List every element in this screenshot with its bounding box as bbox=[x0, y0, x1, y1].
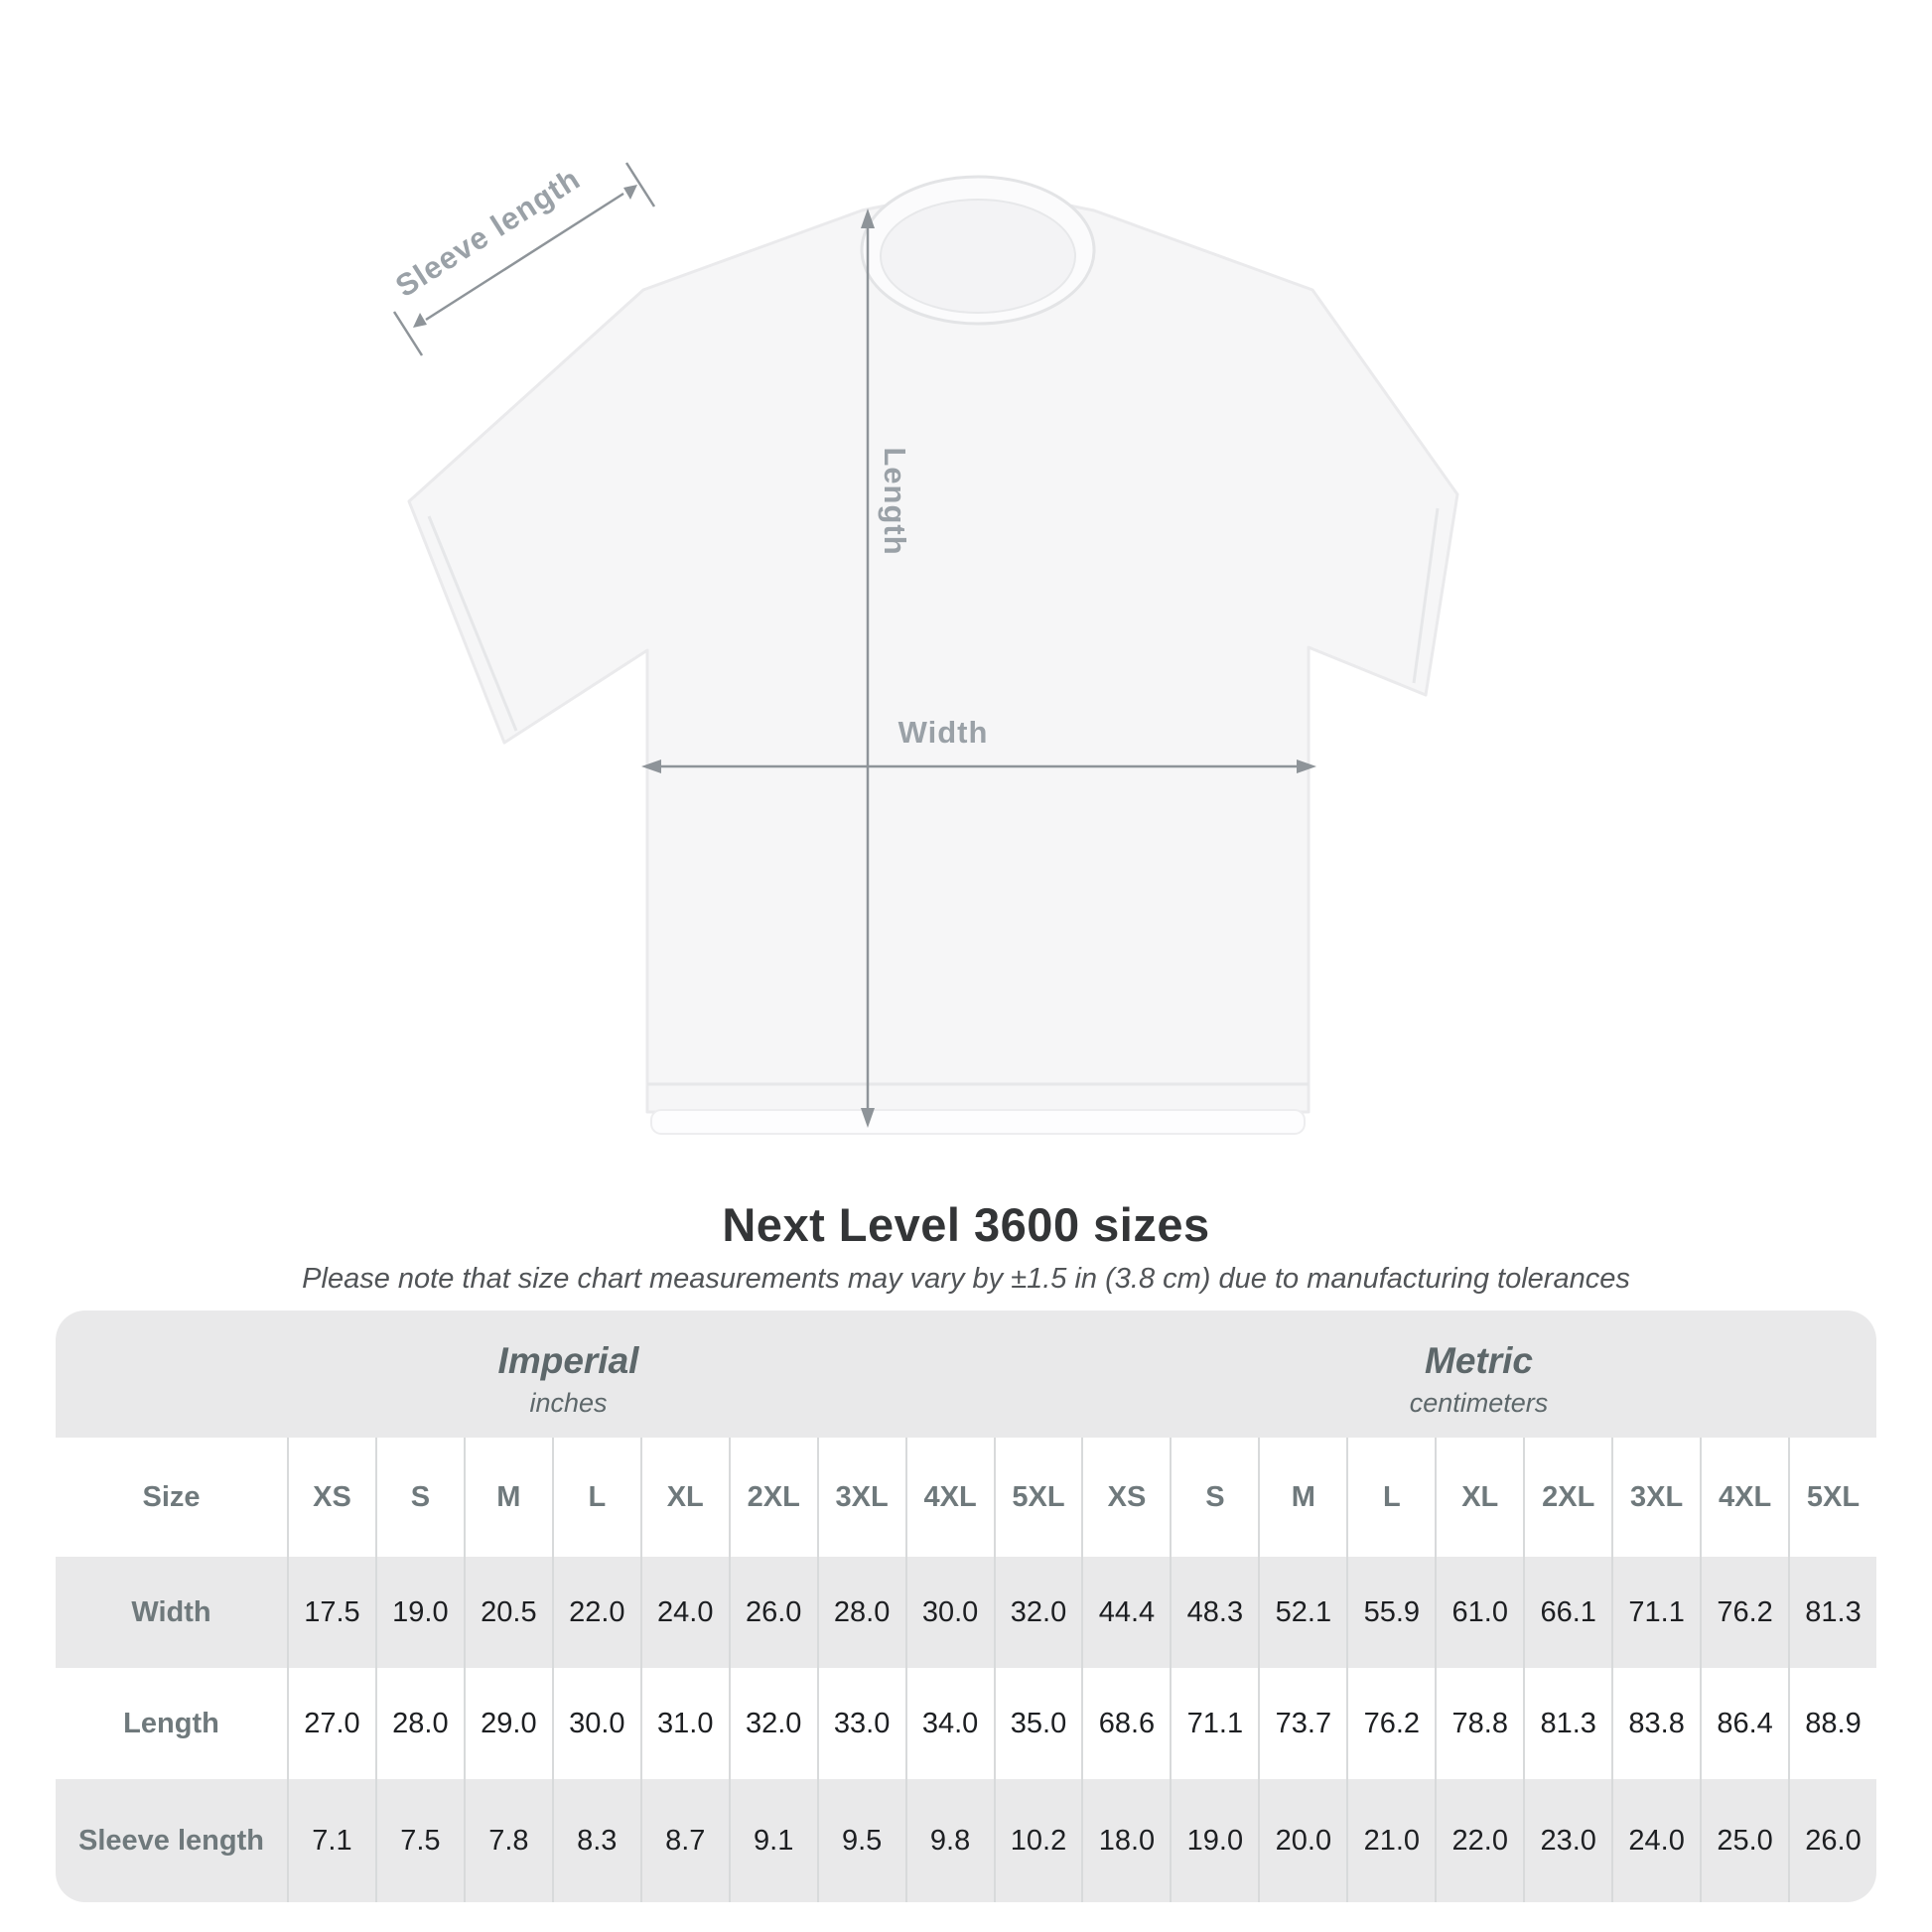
size-header-imperial-m: M bbox=[464, 1438, 552, 1557]
value-metric: 22.0 bbox=[1435, 1779, 1523, 1902]
value-imperial: 9.8 bbox=[905, 1779, 994, 1902]
value-imperial: 29.0 bbox=[464, 1668, 552, 1779]
size-header-imperial-2xl: 2XL bbox=[729, 1438, 817, 1557]
value-imperial: 28.0 bbox=[817, 1557, 905, 1668]
metric-group-header bbox=[1081, 1311, 1876, 1438]
size-header-metric-l: L bbox=[1346, 1438, 1435, 1557]
value-metric: 86.4 bbox=[1700, 1668, 1788, 1779]
value-metric: 76.2 bbox=[1346, 1668, 1435, 1779]
value-metric: 25.0 bbox=[1700, 1779, 1788, 1902]
size-header-metric-4xl: 4XL bbox=[1700, 1438, 1788, 1557]
value-metric: 18.0 bbox=[1081, 1779, 1170, 1902]
value-imperial: 9.5 bbox=[817, 1779, 905, 1902]
value-imperial: 34.0 bbox=[905, 1668, 994, 1779]
length-label: Length bbox=[877, 447, 912, 556]
value-metric: 26.0 bbox=[1788, 1779, 1876, 1902]
value-metric: 44.4 bbox=[1081, 1557, 1170, 1668]
size-header-metric-s: S bbox=[1170, 1438, 1258, 1557]
value-imperial: 26.0 bbox=[729, 1557, 817, 1668]
value-imperial: 10.2 bbox=[994, 1779, 1082, 1902]
value-imperial: 28.0 bbox=[375, 1668, 464, 1779]
page-title: Next Level 3600 sizes bbox=[722, 1198, 1210, 1251]
size-header-imperial-4xl: 4XL bbox=[905, 1438, 994, 1557]
value-imperial: 30.0 bbox=[552, 1668, 640, 1779]
value-imperial: 20.5 bbox=[464, 1557, 552, 1668]
value-metric: 68.6 bbox=[1081, 1668, 1170, 1779]
size-header-imperial-5xl: 5XL bbox=[994, 1438, 1082, 1557]
value-imperial: 30.0 bbox=[905, 1557, 994, 1668]
value-imperial: 19.0 bbox=[375, 1557, 464, 1668]
size-header-metric-xs: XS bbox=[1081, 1438, 1170, 1557]
value-imperial: 32.0 bbox=[994, 1557, 1082, 1668]
value-imperial: 33.0 bbox=[817, 1668, 905, 1779]
size-header-metric-5xl: 5XL bbox=[1788, 1438, 1876, 1557]
value-imperial: 7.5 bbox=[375, 1779, 464, 1902]
value-imperial: 31.0 bbox=[640, 1668, 729, 1779]
value-imperial: 9.1 bbox=[729, 1779, 817, 1902]
table-row-length bbox=[56, 1668, 1876, 1779]
value-metric: 66.1 bbox=[1523, 1557, 1611, 1668]
table-row-width bbox=[56, 1557, 1876, 1668]
metric-group-unit: centimeters bbox=[1409, 1387, 1549, 1418]
value-metric: 23.0 bbox=[1523, 1779, 1611, 1902]
value-imperial: 17.5 bbox=[287, 1557, 375, 1668]
size-grid bbox=[56, 1438, 1876, 1902]
value-imperial: 22.0 bbox=[552, 1557, 640, 1668]
value-metric: 55.9 bbox=[1346, 1557, 1435, 1668]
value-metric: 20.0 bbox=[1258, 1779, 1346, 1902]
value-imperial: 8.7 bbox=[640, 1779, 729, 1902]
size-header-imperial-3xl: 3XL bbox=[817, 1438, 905, 1557]
size-header-metric-3xl: 3XL bbox=[1611, 1438, 1700, 1557]
value-metric: 83.8 bbox=[1611, 1668, 1700, 1779]
size-column-header: Size bbox=[142, 1480, 201, 1513]
value-metric: 88.9 bbox=[1788, 1668, 1876, 1779]
tshirt-image bbox=[409, 177, 1457, 1134]
table-row-sleeve-length bbox=[56, 1779, 1876, 1902]
size-header-metric-2xl: 2XL bbox=[1523, 1438, 1611, 1557]
value-metric: 71.1 bbox=[1170, 1668, 1258, 1779]
value-metric: 24.0 bbox=[1611, 1779, 1700, 1902]
value-metric: 81.3 bbox=[1523, 1668, 1611, 1779]
metric-group-name: Metric bbox=[1425, 1339, 1533, 1381]
imperial-group-name: Imperial bbox=[497, 1339, 639, 1381]
imperial-group-header bbox=[56, 1311, 1081, 1438]
value-imperial: 8.3 bbox=[552, 1779, 640, 1902]
value-metric: 73.7 bbox=[1258, 1668, 1346, 1779]
row-label: Sleeve length bbox=[78, 1824, 264, 1857]
size-header-imperial-xs: XS bbox=[287, 1438, 375, 1557]
size-table bbox=[56, 1311, 1876, 1902]
size-header-metric-xl: XL bbox=[1435, 1438, 1523, 1557]
page-subtitle: Please note that size chart measurements may vary by ±1.5 in (3.8 cm) due to manufacturing tolerances bbox=[302, 1263, 1630, 1295]
size-header-imperial-l: L bbox=[552, 1438, 640, 1557]
size-header-metric-m: M bbox=[1258, 1438, 1346, 1557]
value-metric: 78.8 bbox=[1435, 1668, 1523, 1779]
size-header-imperial-xl: XL bbox=[640, 1438, 729, 1557]
width-label: Width bbox=[897, 715, 989, 750]
imperial-group-unit: inches bbox=[529, 1387, 608, 1418]
value-imperial: 32.0 bbox=[729, 1668, 817, 1779]
sleeve-length-label: Sleeve length bbox=[389, 161, 587, 305]
value-metric: 81.3 bbox=[1788, 1557, 1876, 1668]
collar-inner bbox=[881, 200, 1075, 313]
row-label: Length bbox=[123, 1707, 219, 1739]
value-imperial: 7.8 bbox=[464, 1779, 552, 1902]
size-header-imperial-s: S bbox=[375, 1438, 464, 1557]
value-imperial: 7.1 bbox=[287, 1779, 375, 1902]
value-metric: 52.1 bbox=[1258, 1557, 1346, 1668]
value-metric: 19.0 bbox=[1170, 1779, 1258, 1902]
value-metric: 21.0 bbox=[1346, 1779, 1435, 1902]
row-label: Width bbox=[131, 1595, 211, 1628]
value-metric: 76.2 bbox=[1700, 1557, 1788, 1668]
value-imperial: 35.0 bbox=[994, 1668, 1082, 1779]
value-metric: 61.0 bbox=[1435, 1557, 1523, 1668]
value-imperial: 24.0 bbox=[640, 1557, 729, 1668]
unit-group-header bbox=[56, 1311, 1876, 1438]
value-metric: 48.3 bbox=[1170, 1557, 1258, 1668]
value-metric: 71.1 bbox=[1611, 1557, 1700, 1668]
value-imperial: 27.0 bbox=[287, 1668, 375, 1779]
size-header-row bbox=[56, 1438, 1876, 1557]
